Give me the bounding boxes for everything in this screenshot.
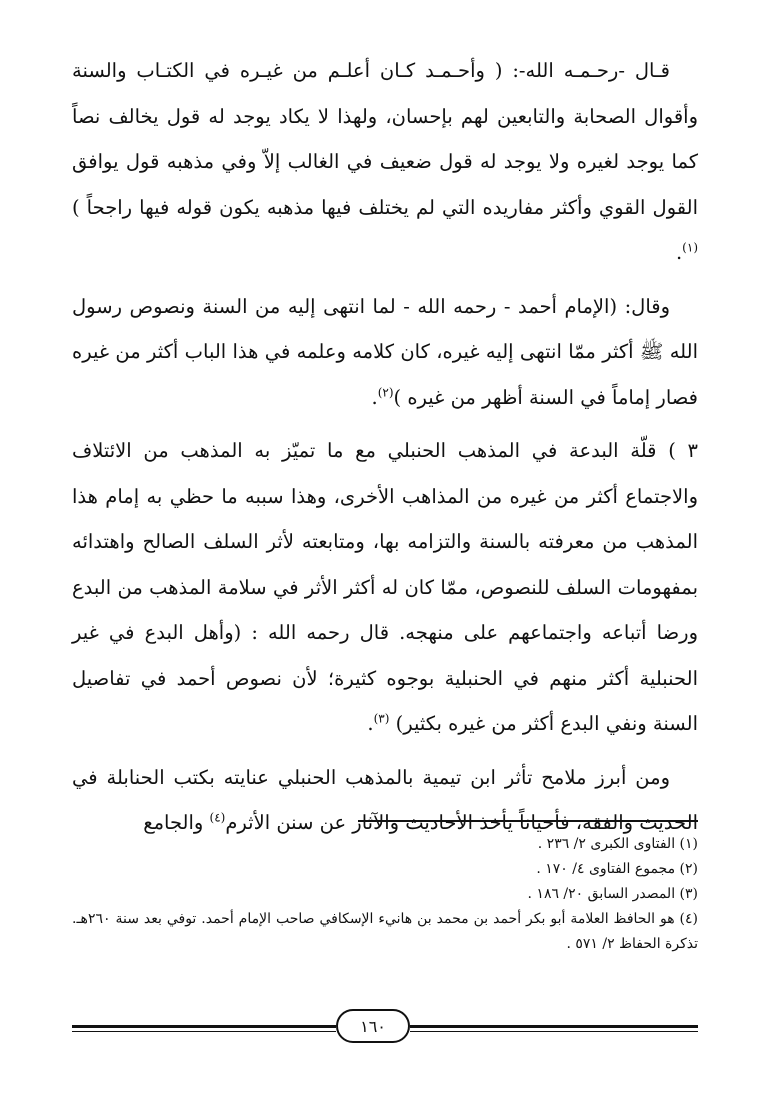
bottom-rule-right xyxy=(410,1025,698,1028)
paragraph-1-text: قـال -رحـمـه الله-: ( وأحـمـد كـان أعلـم من غيـره في الكتـاب والسنة وأقوال الصحابة والتابعين لهم بإحسان، ولهذا لا يكاد يوجد له قول يخالف نصاً كما يوجد لغيره ولا يوجد له قول ضعيف في الغالب إلاّ وفي مذهبه قول يوافق القول القوي وأكثر مفاريده التي لم يختلف فيها مذهبه يكون قوله فيها راجحاً ) xyxy=(72,59,698,219)
bottom-rule-left xyxy=(72,1025,336,1028)
paragraph-2-text: وقال: (الإمام أحمد - رحمه الله - لما انتهى إليه من السنة ونصوص رسول الله ﷺ أكثر ممّا انتهى إليه غيره، كان كلامه وعلمه في هذا الباب أكثر من غيره فصار إماماً في السنة أظهر من غيره ) xyxy=(72,294,698,409)
footnote-2: (٢) مجموع الفتاوى ٤/ ١٧٠ . xyxy=(536,861,698,877)
main-text xyxy=(72,48,698,846)
paragraph-3-text: ٣ ) قلّة البدعة في المذهب الحنبلي مع ما تميّز به المذهب من الائتلاف والاجتماع أكثر من غيره من المذاهب الأخرى، وهذا سببه ما حظي به إمام هذا المذهب من معرفته بالسنة والتزامه بها، ومتابعته لأثر السلف الصالح واهتدائه بمفهومات السلف للنصوص، ممّا كان له أكثر الأثر في سلامة المذهب من البدع ورضا أتباعه واجتماعهم على منهجه. قال رحمه الله : (وأهل البدع في غير الحنبلية أكثر منهم في الحنبلية بوجوه كثيرة؛ لأن نصوص أحمد في تفاصيل السنة ونفي البدع أكثر من غيره بكثير) xyxy=(72,439,698,735)
paragraph-3-end: . xyxy=(367,712,374,735)
paragraph-1 xyxy=(72,48,698,276)
page-number: ١٦٠ xyxy=(336,1009,410,1043)
footnote-1: (١) الفتاوى الكبرى ٢/ ٢٣٦ . xyxy=(537,836,698,852)
footnote-4: (٤) هو الحافظ العلامة أبو بكر أحمد بن محمد بن هانيء الإسكافي صاحب الإمام أحمد. توفي بعد سنة ٢٦٠هـ. تذكرة الحفاظ ٢/ ٥٧١ . xyxy=(72,911,698,952)
footnote-ref-4: (٤) xyxy=(209,810,226,825)
footnote-ref-3: (٣) xyxy=(373,711,390,726)
bottom-rule-left-thin xyxy=(72,1031,336,1032)
bottom-rule-right-thin xyxy=(410,1031,698,1032)
footnote-separator xyxy=(358,820,698,822)
paragraph-2 xyxy=(72,284,698,421)
footnote-ref-1: (١) xyxy=(682,240,698,255)
paragraph-4-text: ومن أبرز ملامح تأثر ابن تيمية بالمذهب الحنبلي عنايته بكتب الحنابلة في الحديث والفقه، فأحياناً يأخذ الأحاديث والآثار عن سنن الأثرم xyxy=(72,765,698,834)
paragraph-4-end: والجامع xyxy=(143,811,210,834)
paragraph-3 xyxy=(72,428,698,747)
footnote-ref-2: (٢) xyxy=(377,385,394,399)
footnote-3: (٣) المصدر السابق ٢٠/ ١٨٦ . xyxy=(527,886,698,902)
paragraph-1-end: . xyxy=(675,241,683,264)
paragraph-2-end: . xyxy=(371,385,378,409)
footnotes xyxy=(72,832,698,957)
